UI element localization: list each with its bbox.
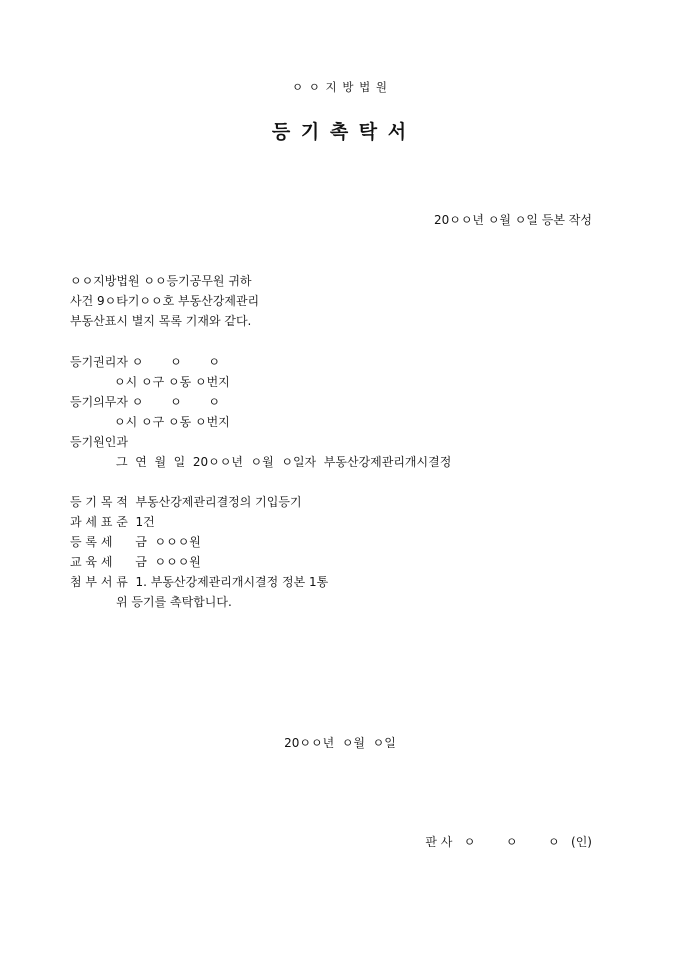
obligor-line: 등기의무자 ㅇ ㅇ ㅇ [70, 395, 220, 409]
case-line: 사건 9ㅇ타기ㅇㅇ호 부동산강제관리 [70, 294, 260, 308]
tax-base-line: 과 세 표 준 1건 [70, 515, 155, 529]
judge-signature-line: 판 사 ㅇ ㅇ ㅇ (인) [425, 835, 592, 849]
rights-holder-address: ㅇ시 ㅇ구 ㅇ동 ㅇ번지 [114, 375, 230, 389]
education-tax-line: 교 육 세 금 ㅇㅇㅇ원 [70, 555, 201, 569]
attachments-line: 첨 부 서 류 1. 부동산강제관리개시결정 정본 1통 [70, 575, 329, 589]
property-line: 부동산표시 별지 목록 기재와 같다. [70, 314, 252, 328]
cause-label: 등기원인과 [70, 435, 128, 449]
cause-text: 그 연 월 일 20ㅇㅇ년 ㅇ월 ㅇ일자 부동산강제관리개시결정 [116, 455, 452, 469]
closing-line: 위 등기를 촉탁합니다. [116, 595, 232, 609]
court-name: ㅇ ㅇ 지 방 법 원 [292, 80, 388, 94]
registration-tax-line: 등 록 세 금 ㅇㅇㅇ원 [70, 535, 201, 549]
rights-holder-line: 등기권리자 ㅇ ㅇ ㅇ [70, 355, 220, 369]
recipient-line: ㅇㅇ지방법원 ㅇㅇ등기공무원 귀하 [70, 274, 252, 288]
document-title: 등 기 촉 탁 서 [271, 121, 409, 143]
document-date: 20ㅇㅇ년 ㅇ월 ㅇ일 [284, 736, 396, 750]
purpose-line: 등 기 목 적 부동산강제관리결정의 기입등기 [70, 495, 302, 509]
copy-date-note: 20ㅇㅇ년 ㅇ월 ㅇ일 등본 작성 [433, 213, 592, 227]
obligor-address: ㅇ시 ㅇ구 ㅇ동 ㅇ번지 [114, 415, 230, 429]
